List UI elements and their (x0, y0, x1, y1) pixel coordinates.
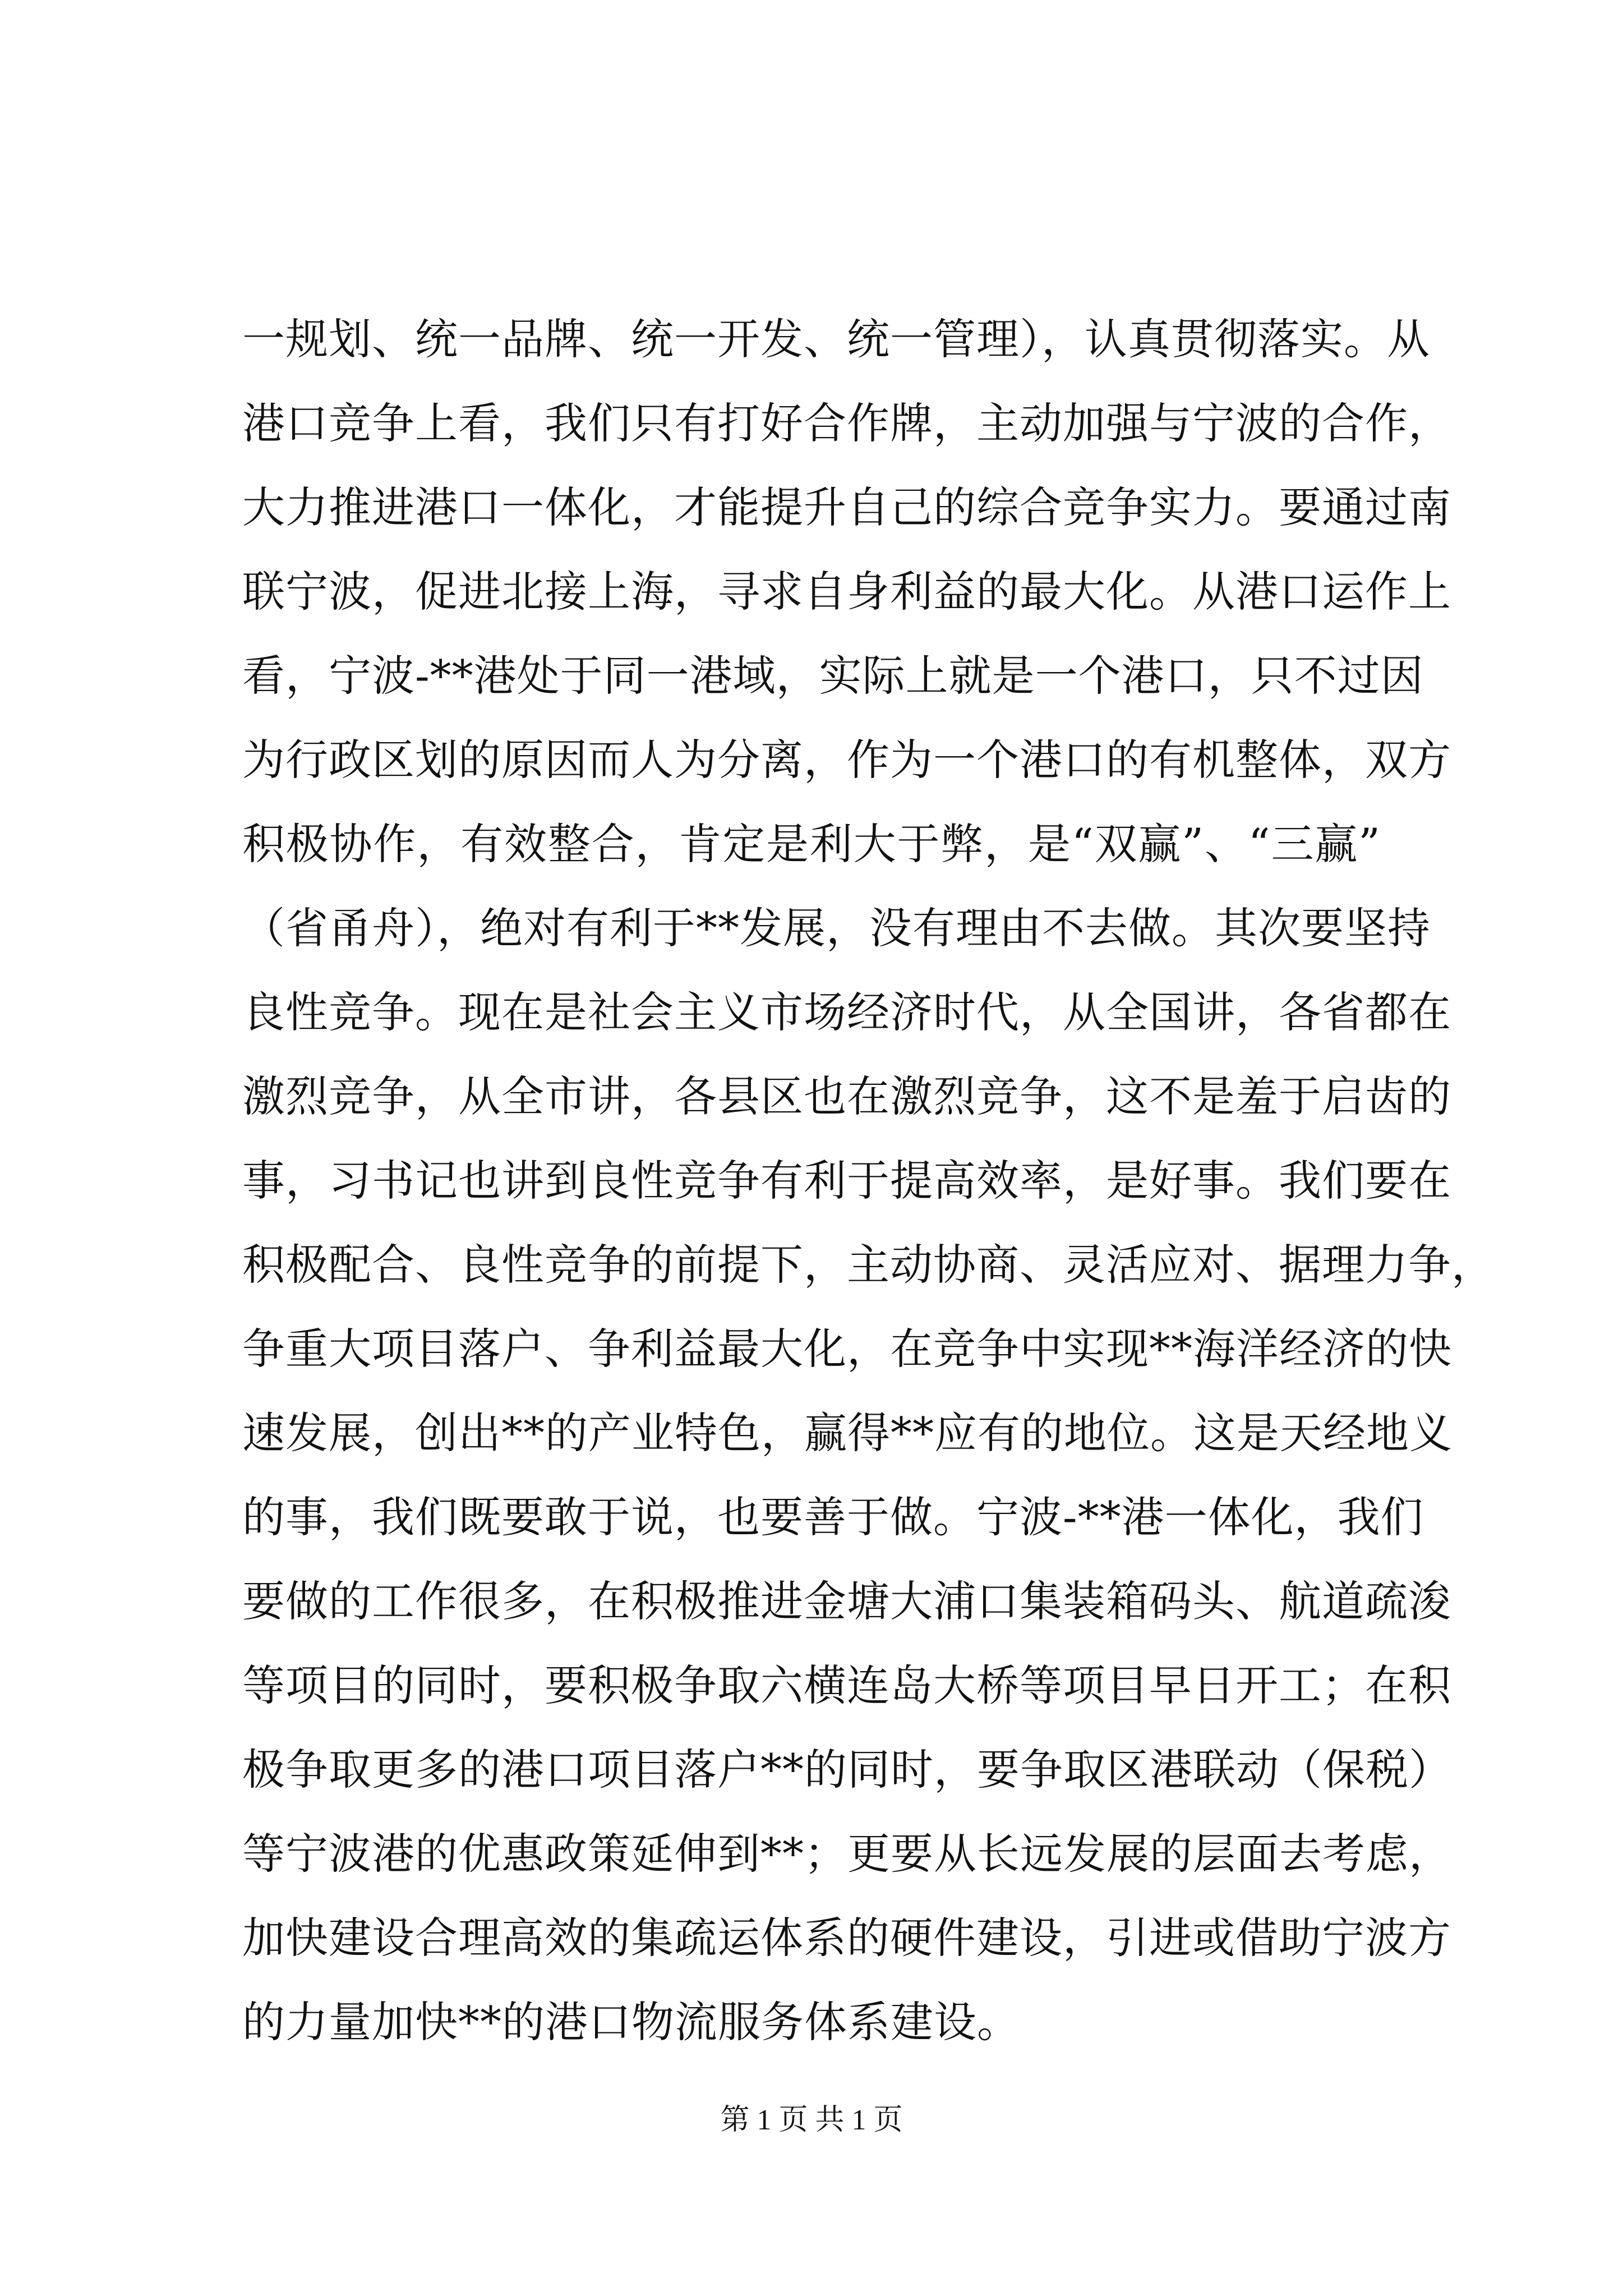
text-line: 为行政区划的原因而人为分离，作为一个港口的有机整体，双方 (242, 735, 1451, 785)
text-line: 良性竞争。现在是社会主义市场经济时代，从全国讲，各省都在 (242, 987, 1451, 1037)
text-line: 加快建设合理高效的集疏运体系的硬件建设，引进或借助宁波方 (242, 1913, 1451, 1963)
text-line: 看，宁波-**港处于同一港域，实际上就是一个港口，只不过因 (242, 651, 1424, 701)
page-number-footer: 第 1 页 共 1 页 (720, 2104, 903, 2136)
text-line: 大力推进港口一体化，才能提升自己的综合竞争实力。要通过南 (242, 482, 1451, 532)
text-line: 等宁波港的优惠政策延伸到**；更要从长远发展的层面去考虑， (242, 1829, 1452, 1879)
text-line-last: 的力量加快**的港口物流服务体系建设。 (242, 1997, 1020, 2047)
text-line: 事，习书记也讲到良性竞争有利于提高效率，是好事。我们要在 (242, 1156, 1451, 1205)
text-line: 积极协作，有效整合，肯定是利大于弊，是“双赢”、“三赢” (242, 819, 1381, 869)
text-line: 积极配合、良性竞争的前提下，主动协商、灵活应对、据理力争， (242, 1240, 1495, 1290)
text-line: 争重大项目落户、争利益最大化，在竞争中实现**海洋经济的快 (242, 1324, 1452, 1374)
text-line: 等项目的同时，要积极争取六横连岛大桥等项目早日开工；在积 (242, 1660, 1451, 1710)
body-text (242, 297, 1495, 2064)
text-line: 极争取更多的港口项目落户**的同时，要争取区港联动（保税） (242, 1745, 1452, 1795)
text-line: 的事，我们既要敢于说，也要善于做。宁波-**港一体化，我们 (242, 1492, 1424, 1542)
text-line: 港口竞争上看，我们只有打好合作牌，主动加强与宁波的合作， (242, 398, 1451, 448)
text-line: 激烈竞争，从全市讲，各县区也在激烈竞争，这不是羞于启齿的 (242, 1071, 1451, 1121)
text-line: 联宁波，促进北接上海，寻求自身利益的最大化。从港口运作上 (242, 567, 1451, 616)
text-line: （省甬舟），绝对有利于**发展，没有理由不去做。其次要坚持 (242, 903, 1431, 953)
text-line: 一规划、统一品牌、统一开发、统一管理），认真贯彻落实。从 (242, 314, 1430, 364)
text-line: 要做的工作很多，在积极推进金塘大浦口集装箱码头、航道疏浚 (242, 1576, 1451, 1626)
text-line: 速发展，创出**的产业特色，赢得**应有的地位。这是天经地义 (242, 1408, 1453, 1458)
